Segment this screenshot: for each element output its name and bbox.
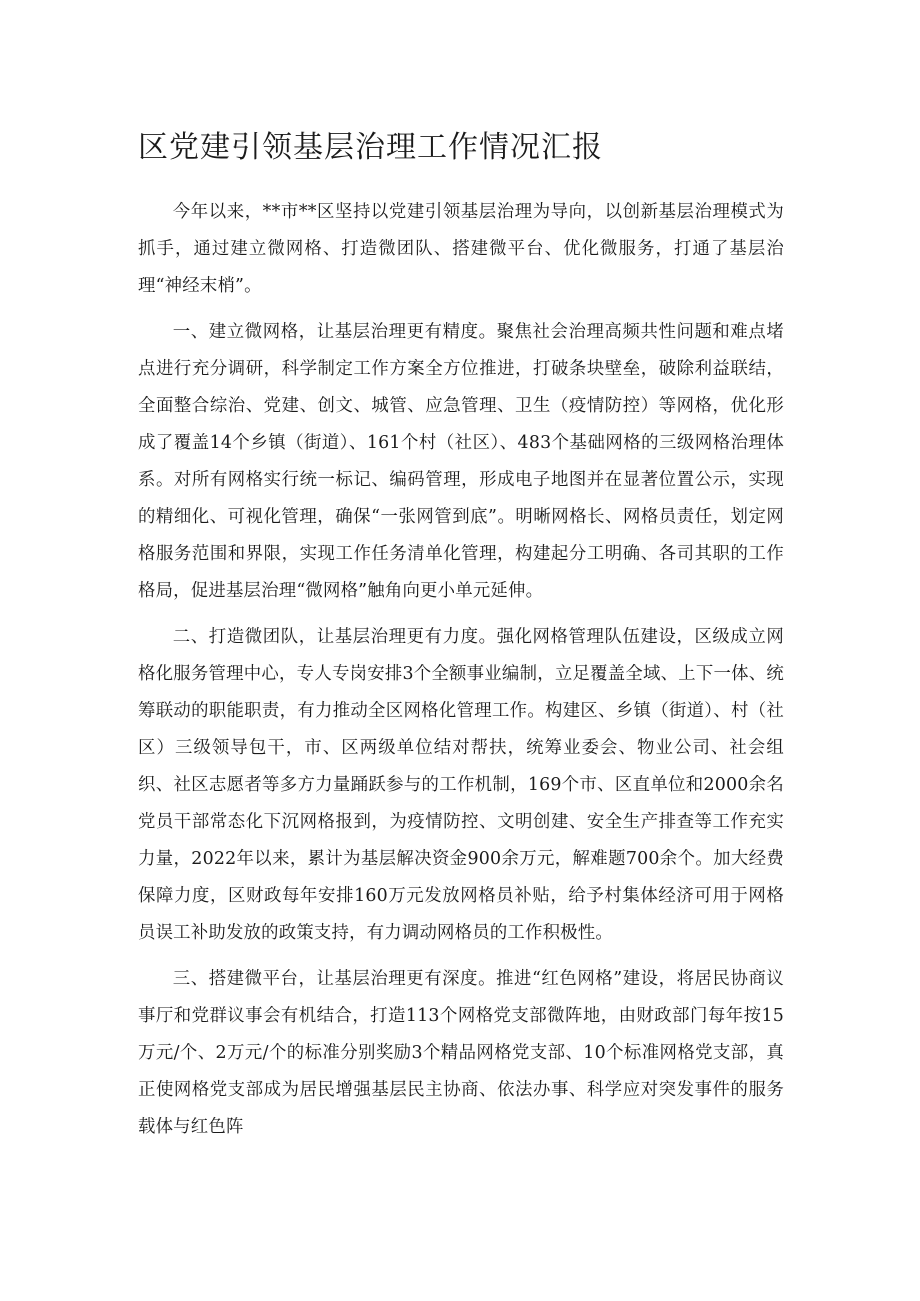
paragraph-section-1: 一、建立微网格，让基层治理更有精度。聚焦社会治理高频共性问题和难点堵点进行充分调研，科学制定工作方案全方位推进，打破条块壁垒，破除利益联结，全面整合综治、党建、创文、城管、应急管理、卫生（疫情防控）等网格，优化形成了覆盖14个乡镇（街道）、161个村（社区）、483个基础网格的三级网格治理体系。对所有网格实行统一标记、编码管理，形成电子地图并在显著位置公示，实现的精细化、可视化管理，确保“一张网管到底”。明晰网格长、网格员责任，划定网格服务范围和界限，实现工作任务清单化管理，构建起分工明确、各司其职的工作格局，促进基层治理“微网格”触角向更小单元延伸。 bbox=[138, 322, 784, 601]
paragraph-intro: 今年以来，**市**区坚持以党建引领基层治理为导向，以创新基层治理模式为抓手，通过建立微网格、打造微团队、搭建微平台、优化微服务，打通了基层治理“神经末梢”。 bbox=[138, 202, 784, 296]
paragraph-section-2: 二、打造微团队，让基层治理更有力度。强化网格管理队伍建设，区级成立网格化服务管理中心，专人专岗安排3个全额事业编制，立足覆盖全域、上下一体、统筹联动的职能职责，有力推动全区网格化管理工作。构建区、乡镇（街道）、村（社区）三级领导包干，市、区两级单位结对帮扶，统筹业委会、物业公司、社会组织、社区志愿者等多方力量踊跃参与的工作机制，169个市、区直单位和2000余名党员干部常态化下沉网格报到，为疫情防控、文明创建、安全生产排查等工作充实力量，2022年以来，累计为基层解决资金900余万元，解难题700余个。加大经费保障力度，区财政每年安排160万元发放网格员补贴，给予村集体经济可用于网格员误工补助发放的政策支持，有力调动网格员的工作积极性。 bbox=[138, 627, 784, 943]
document-title: 区党建引领基层治理工作情况汇报 bbox=[138, 130, 603, 165]
document-page bbox=[138, 0, 784, 1146]
paragraph-section-3: 三、搭建微平台，让基层治理更有深度。推进“红色网格”建设，将居民协商议事厅和党群议事会有机结合，打造113个网格党支部微阵地，由财政部门每年按15万元/个、2万元/个的标准分别奖励3个精品网格党支部、10个标准网格党支部，真正使网格党支部成为居民增强基层民主协商、依法办事、科学应对突发事件的服务载体与红色阵 bbox=[138, 969, 784, 1137]
